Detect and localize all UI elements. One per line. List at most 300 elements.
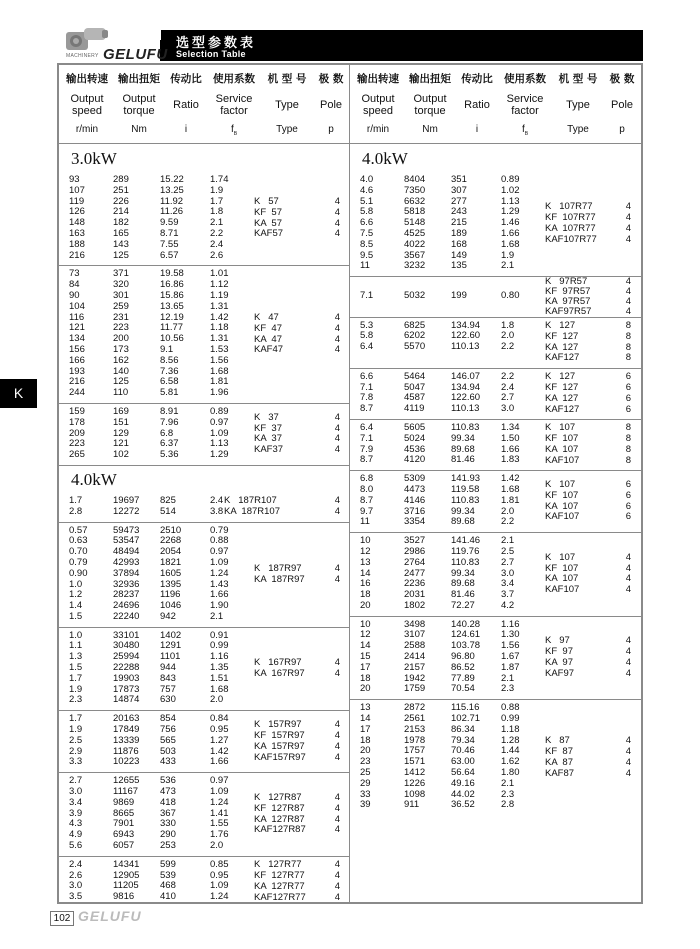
ratio-cell: 599 <box>160 858 176 870</box>
torque-cell: 3567 <box>404 249 426 261</box>
service-factor-cell: 2.4 <box>210 494 224 506</box>
service-factor-cell: 1.19 <box>210 289 229 301</box>
speed-cell: 8.5 <box>360 238 374 250</box>
service-factor-cell: 2.0 <box>501 330 515 342</box>
torque-cell: 3354 <box>404 516 426 528</box>
torque-cell: 140 <box>113 365 129 377</box>
service-factor-cell: 2.0 <box>210 694 224 706</box>
service-factor-cell: 2.1 <box>210 217 224 229</box>
pole-value: 4 <box>334 422 340 434</box>
torque-cell: 3232 <box>404 260 426 272</box>
type-group <box>59 523 349 628</box>
ratio-cell: 468 <box>160 880 176 892</box>
ratio-cell: 15.22 <box>160 174 184 185</box>
speed-cell: 163 <box>69 227 85 239</box>
service-factor-cell: 2.4 <box>210 238 224 250</box>
service-factor-cell: 0.88 <box>210 535 229 547</box>
service-factor-cell: 1.42 <box>501 473 520 485</box>
type-name: KA 127R87 <box>254 813 305 825</box>
unit-text: i <box>184 124 188 135</box>
type-list <box>545 533 631 616</box>
header-unit-ratio <box>165 124 207 135</box>
torque-cell: 17849 <box>113 724 140 736</box>
header-cn-pole: 极 数 <box>609 73 635 85</box>
torque-cell: 6202 <box>404 330 426 342</box>
ratio-cell: 189 <box>451 227 467 239</box>
ratio-cell: 13.65 <box>160 300 184 312</box>
torque-cell: 9816 <box>113 891 135 903</box>
service-factor-cell: 1.13 <box>210 438 229 450</box>
speed-cell: 148 <box>69 217 85 229</box>
header-unit-torque <box>404 124 456 135</box>
type-list <box>254 857 340 907</box>
service-factor-cell: 1.29 <box>501 206 520 218</box>
power-heading: 4.0kW <box>362 149 408 168</box>
type-entry <box>254 825 340 836</box>
type-list <box>224 493 340 522</box>
type-name: KA 87 <box>545 756 573 768</box>
type-entry <box>254 413 340 424</box>
ratio-cell: 757 <box>160 683 176 695</box>
type-name: KF 87 <box>545 745 573 757</box>
table-right-half <box>350 65 641 902</box>
torque-cell: 12272 <box>113 505 140 517</box>
type-name: KF 107 <box>545 489 579 501</box>
ratio-cell: 8.91 <box>160 405 179 417</box>
torque-cell: 5024 <box>404 432 426 444</box>
torque-cell: 289 <box>113 174 129 185</box>
torque-cell: 371 <box>113 268 129 280</box>
speed-cell: 17 <box>360 661 371 673</box>
service-factor-cell: 1.8 <box>210 206 224 218</box>
service-factor-cell: 1.56 <box>210 354 229 366</box>
speed-cell: 16 <box>360 578 371 590</box>
service-factor-cell: 1.02 <box>501 184 520 196</box>
type-name: KF 97 <box>545 646 573 658</box>
torque-cell: 22288 <box>113 662 140 674</box>
torque-cell: 4146 <box>404 494 426 506</box>
service-factor-cell: 2.6 <box>210 249 224 261</box>
speed-cell: 2.7 <box>69 775 83 787</box>
speed-cell: 223 <box>69 438 85 450</box>
pole-value: 4 <box>625 635 631 647</box>
type-list <box>254 711 340 772</box>
type-entry <box>545 491 631 502</box>
service-factor-cell: 4.2 <box>501 599 515 611</box>
speed-cell: 265 <box>69 449 85 461</box>
header-unit-type <box>552 124 604 135</box>
type-group <box>59 493 349 523</box>
table-body <box>350 145 641 815</box>
type-group <box>59 404 349 466</box>
service-factor-cell: 2.3 <box>501 788 515 800</box>
torque-cell: 5464 <box>404 370 426 382</box>
speed-cell: 104 <box>69 300 85 312</box>
ratio-cell: 10.56 <box>160 333 184 345</box>
header-en-ratio: Ratio <box>173 99 199 111</box>
service-factor-cell: 2.7 <box>501 392 515 404</box>
type-group <box>350 533 641 617</box>
speed-cell: 107 <box>69 184 85 196</box>
speed-cell: 6.4 <box>360 421 374 433</box>
type-entry <box>545 456 631 467</box>
unit-text: p <box>619 124 625 135</box>
ratio-cell: 367 <box>160 807 176 819</box>
type-name: KA 127 <box>545 392 579 404</box>
type-list <box>545 172 631 276</box>
service-factor-cell: 0.99 <box>210 640 229 652</box>
ratio-cell: 36.52 <box>451 799 475 811</box>
service-factor-cell: 2.2 <box>210 227 224 239</box>
type-list <box>545 471 631 532</box>
type-entry <box>254 229 340 240</box>
ratio-cell: 6.57 <box>160 249 179 261</box>
type-name: KA 127R77 <box>254 880 305 892</box>
type-name: KF 127R77 <box>254 870 305 882</box>
pole-value: 4 <box>334 344 340 356</box>
type-entry <box>545 353 631 364</box>
type-list <box>545 277 631 316</box>
torque-cell: 6057 <box>113 840 135 852</box>
ratio-cell: 215 <box>451 217 467 229</box>
pole-value: 8 <box>625 341 631 353</box>
header-unit-speed <box>352 124 404 135</box>
torque-cell: 911 <box>404 799 420 811</box>
torque-cell: 28237 <box>113 589 140 601</box>
type-name: KAF107 <box>545 454 580 466</box>
torque-cell: 1226 <box>404 777 426 789</box>
type-name: K 127 <box>545 320 576 332</box>
type-entry <box>545 307 631 317</box>
ratio-cell: 79.34 <box>451 734 475 746</box>
service-factor-cell: 1.55 <box>210 818 229 830</box>
ratio-cell: 16.86 <box>160 279 184 291</box>
speed-cell: 1.7 <box>69 672 83 684</box>
torque-cell: 10223 <box>113 756 140 768</box>
torque-cell: 2588 <box>404 640 426 652</box>
speed-cell: 18 <box>360 589 371 601</box>
speed-cell: 7.1 <box>360 289 374 301</box>
speed-cell: 3.0 <box>69 880 83 892</box>
ratio-cell: 110.13 <box>451 403 480 415</box>
speed-cell: 188 <box>69 238 85 250</box>
torque-cell: 129 <box>113 427 129 439</box>
ratio-cell: 2054 <box>160 546 182 558</box>
service-factor-cell: 0.91 <box>210 629 229 641</box>
ratio-cell: 119.58 <box>451 483 480 495</box>
torque-cell: 2561 <box>404 713 426 725</box>
type-name: KAF107R77 <box>545 233 597 245</box>
type-name: KF 127R87 <box>254 802 305 814</box>
type-list <box>254 404 340 465</box>
ratio-cell: 2510 <box>160 524 182 536</box>
ratio-cell: 168 <box>451 238 467 250</box>
torque-cell: 3498 <box>404 618 426 630</box>
torque-cell: 25994 <box>113 651 140 663</box>
service-factor-cell: 2.3 <box>501 683 515 695</box>
speed-cell: 13 <box>360 556 371 568</box>
service-factor-cell: 1.13 <box>501 195 520 207</box>
speed-cell: 9.7 <box>360 505 374 517</box>
service-factor-cell: 0.89 <box>210 405 229 417</box>
type-name: KA 157R97 <box>254 740 305 752</box>
service-factor-cell: 1.90 <box>210 600 229 612</box>
torque-cell: 22240 <box>113 610 140 622</box>
type-name: K 87 <box>545 735 570 747</box>
service-factor-cell: 0.95 <box>210 869 229 881</box>
pole-value: 8 <box>625 422 631 434</box>
torque-cell: 200 <box>113 333 129 345</box>
pole-value: 6 <box>625 382 631 394</box>
pole-value: 4 <box>625 212 631 224</box>
torque-cell: 53547 <box>113 535 140 547</box>
type-name: KAF127R87 <box>254 824 306 836</box>
ratio-cell: 49.16 <box>451 777 475 789</box>
speed-cell: 6.4 <box>360 341 374 353</box>
ratio-cell: 149 <box>451 249 467 261</box>
torque-cell: 8404 <box>404 174 426 185</box>
type-group <box>59 711 349 773</box>
service-factor-cell: 1.68 <box>210 365 229 377</box>
header-unit-speed <box>61 124 113 135</box>
torque-cell: 6632 <box>404 195 426 207</box>
unit-text: f <box>230 124 234 135</box>
type-name: KA 47 <box>254 333 282 345</box>
type-name: KAF47 <box>254 344 284 356</box>
service-factor-cell: 2.5 <box>501 545 515 557</box>
torque-cell: 1757 <box>404 745 426 757</box>
type-entry <box>545 405 631 416</box>
service-factor-cell: 1.51 <box>210 672 229 684</box>
torque-cell: 110 <box>113 387 129 399</box>
unit-text: p <box>328 124 334 135</box>
type-name: KAF127 <box>545 403 580 415</box>
header-cn-speed: 输出转速 <box>357 73 399 85</box>
torque-cell: 5570 <box>404 341 426 353</box>
service-factor-cell: 1.8 <box>501 319 515 331</box>
service-factor-cell: 1.68 <box>210 683 229 695</box>
pole-value: 4 <box>334 444 340 456</box>
table-body <box>59 145 349 907</box>
speed-cell: 10 <box>360 535 371 547</box>
torque-cell: 30480 <box>113 640 140 652</box>
service-factor-cell: 0.80 <box>501 289 520 301</box>
speed-cell: 1.9 <box>69 724 83 736</box>
type-entry <box>254 564 340 575</box>
ratio-cell: 146.07 <box>451 370 481 382</box>
ratio-cell: 103.78 <box>451 640 481 652</box>
ratio-cell: 86.34 <box>451 723 475 735</box>
header-cn-type: 机 型 号 <box>267 73 307 85</box>
header-cn-torque: 输出扭矩 <box>118 73 160 85</box>
unit-text: Type <box>276 124 298 135</box>
speed-cell: 84 <box>69 279 80 291</box>
pole-value: 4 <box>625 305 631 317</box>
service-factor-cell: 0.95 <box>210 724 229 736</box>
pole-value: 4 <box>334 751 340 763</box>
pole-value: 4 <box>334 667 340 679</box>
speed-cell: 5.3 <box>360 319 374 331</box>
type-entry <box>545 235 631 246</box>
ratio-cell: 1101 <box>160 651 181 663</box>
header-cn-ratio: 传动比 <box>170 73 202 85</box>
torque-cell: 214 <box>113 206 129 218</box>
service-factor-cell: 0.97 <box>210 775 229 787</box>
type-group <box>350 617 641 701</box>
type-group <box>350 420 641 471</box>
speed-cell: 116 <box>69 311 85 323</box>
speed-cell: 2.6 <box>69 869 83 881</box>
speed-cell: 5.8 <box>360 206 374 218</box>
torque-cell: 19697 <box>113 494 140 506</box>
service-factor-cell: 2.2 <box>501 370 515 382</box>
service-factor-cell: 1.31 <box>210 300 229 312</box>
service-factor-cell: 1.66 <box>210 589 229 601</box>
speed-cell: 10 <box>360 618 371 630</box>
type-name: KAF107 <box>545 584 580 596</box>
ratio-cell: 89.68 <box>451 516 475 528</box>
ratio-cell: 122.60 <box>451 330 481 342</box>
type-entry <box>254 345 340 356</box>
torque-cell: 4536 <box>404 443 426 455</box>
torque-cell: 6825 <box>404 319 426 331</box>
service-factor-cell: 3.8 <box>210 505 224 517</box>
ratio-cell: 290 <box>160 829 176 841</box>
service-factor-cell: 1.46 <box>501 217 520 229</box>
service-factor-cell: 2.1 <box>501 260 515 272</box>
pole-value: 4 <box>334 791 340 803</box>
service-factor-cell: 1.31 <box>210 333 229 345</box>
ratio-cell: 277 <box>451 195 467 207</box>
pole-value: 4 <box>334 729 340 741</box>
ratio-cell: 503 <box>160 745 176 757</box>
ratio-cell: 12.19 <box>160 311 184 323</box>
speed-cell: 23 <box>360 756 371 768</box>
ratio-cell: 70.46 <box>451 745 475 757</box>
service-factor-cell: 1.16 <box>501 618 520 630</box>
torque-cell: 2153 <box>404 723 426 735</box>
type-name: K 187R107 <box>224 495 277 507</box>
speed-cell: 8.7 <box>360 494 374 506</box>
speed-cell: 216 <box>69 376 85 388</box>
type-name: K 97 <box>545 635 570 647</box>
speed-cell: 0.63 <box>69 535 88 547</box>
service-factor-cell: 1.09 <box>210 556 229 568</box>
pole-value: 4 <box>334 657 340 669</box>
pole-value: 4 <box>625 756 631 768</box>
torque-cell: 2477 <box>404 567 426 579</box>
speed-cell: 20 <box>360 683 371 695</box>
type-group <box>59 628 349 712</box>
service-factor-cell: 0.84 <box>210 713 229 725</box>
pole-value: 4 <box>334 196 340 208</box>
ratio-cell: 15.86 <box>160 289 184 301</box>
type-entry <box>254 575 340 586</box>
type-name: KA 107R77 <box>545 223 596 235</box>
speed-cell: 14 <box>360 640 371 652</box>
type-name: KA 57 <box>254 217 282 229</box>
speed-cell: 3.4 <box>69 796 83 808</box>
type-name: K 167R97 <box>254 657 302 669</box>
speed-cell: 1.7 <box>69 494 83 506</box>
speed-cell: 20 <box>360 599 371 611</box>
pole-value: 4 <box>625 745 631 757</box>
ratio-cell: 81.46 <box>451 454 475 466</box>
pole-value: 4 <box>334 573 340 585</box>
service-factor-cell: 1.18 <box>501 723 520 735</box>
torque-cell: 32936 <box>113 578 140 590</box>
ratio-cell: 536 <box>160 775 176 787</box>
ratio-cell: 99.34 <box>451 505 475 517</box>
torque-cell: 8665 <box>113 807 135 819</box>
speed-cell: 178 <box>69 416 85 428</box>
type-group <box>350 700 641 815</box>
service-factor-cell: 3.4 <box>501 578 515 590</box>
unit-subscript: B <box>524 131 529 137</box>
ratio-cell: 243 <box>451 206 467 218</box>
type-name: K 37 <box>254 411 279 423</box>
torque-cell: 4022 <box>404 238 426 250</box>
type-name: K 107 <box>545 479 576 491</box>
service-factor-cell: 1.81 <box>501 494 520 506</box>
torque-cell: 20163 <box>113 713 140 725</box>
torque-cell: 251 <box>113 184 129 196</box>
type-name: K 97R57 <box>545 276 588 288</box>
ratio-cell: 7.55 <box>160 238 179 250</box>
service-factor-cell: 2.1 <box>210 610 224 622</box>
speed-cell: 7.9 <box>360 443 374 455</box>
type-list <box>545 700 631 815</box>
service-factor-cell: 2.0 <box>210 840 224 852</box>
type-entry <box>224 507 340 518</box>
service-factor-cell: 0.88 <box>501 702 520 714</box>
ratio-cell: 70.54 <box>451 683 475 695</box>
ratio-cell: 11.77 <box>160 322 184 334</box>
service-factor-cell: 1.9 <box>210 184 224 196</box>
speed-cell: 166 <box>69 354 85 366</box>
type-name: KF 157R97 <box>254 729 305 741</box>
type-name: KAF87 <box>545 767 575 779</box>
service-factor-cell: 1.7 <box>210 195 224 207</box>
speed-cell: 8.7 <box>360 454 374 466</box>
torque-cell: 2986 <box>404 545 426 557</box>
ratio-cell: 5.36 <box>160 449 179 461</box>
service-factor-cell: 1.83 <box>501 454 520 466</box>
ratio-cell: 418 <box>160 796 176 808</box>
torque-cell: 11167 <box>113 786 139 798</box>
page-number: 102 <box>50 911 74 926</box>
speed-cell: 2.4 <box>69 858 83 870</box>
torque-cell: 4473 <box>404 483 426 495</box>
service-factor-cell: 1.76 <box>210 829 229 841</box>
speed-cell: 7.5 <box>360 227 374 239</box>
speed-cell: 4.3 <box>69 818 83 830</box>
speed-cell: 1.0 <box>69 629 83 641</box>
pole-value: 4 <box>334 333 340 345</box>
header-en-torque: Output torque <box>413 93 447 117</box>
ratio-cell: 199 <box>451 289 467 301</box>
power-heading: 4.0kW <box>71 469 117 489</box>
speed-cell: 159 <box>69 405 85 417</box>
type-name: KA 97 <box>545 656 573 668</box>
speed-cell: 1.3 <box>69 651 83 663</box>
type-name: KF 57 <box>254 206 282 218</box>
header-cn-speed: 输出转速 <box>66 73 108 85</box>
ratio-cell: 134.94 <box>451 319 481 331</box>
pole-value: 4 <box>334 740 340 752</box>
type-name: KA 187R107 <box>224 506 280 518</box>
ratio-cell: 99.34 <box>451 567 475 579</box>
